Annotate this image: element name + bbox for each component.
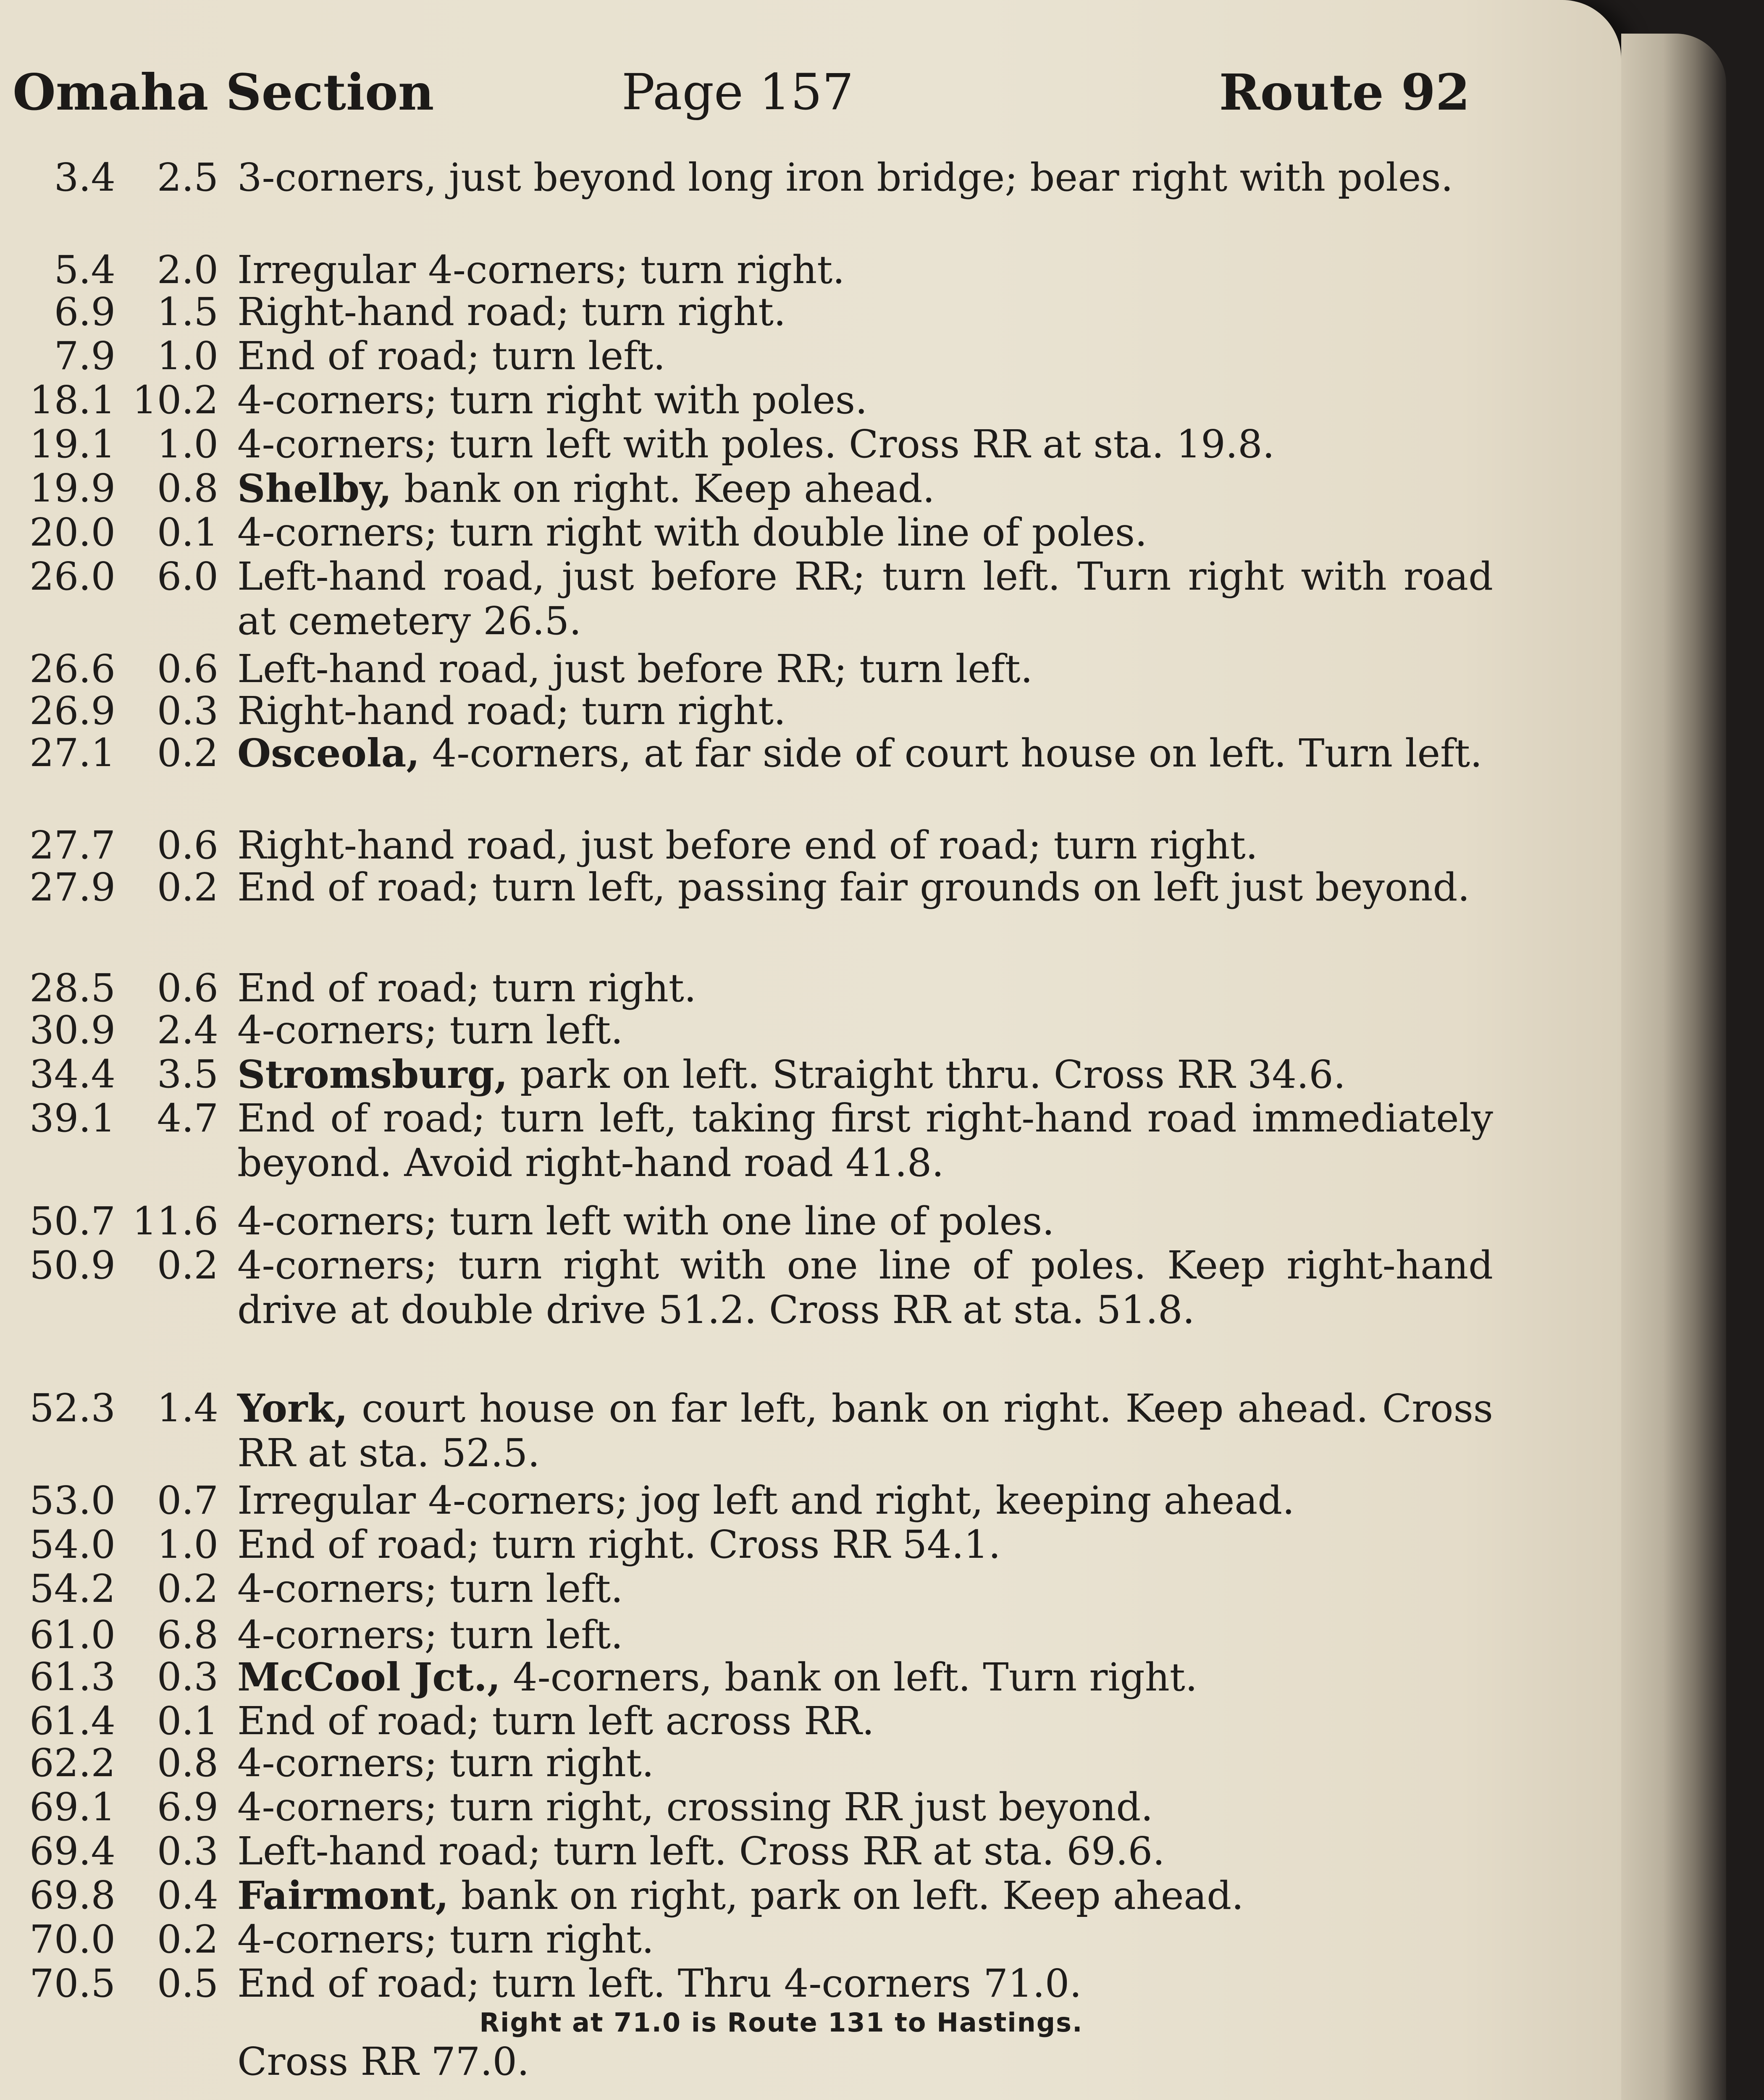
direction-instruction: End of road; turn left. [237, 333, 666, 378]
direction-text [237, 647, 1493, 691]
direction-text [237, 1873, 1493, 1918]
direction-text [237, 1699, 1493, 1743]
direction-text [237, 1917, 1493, 1962]
total-mileage: 39.1 [29, 1096, 116, 1141]
interval-mileage: 0.6 [157, 823, 218, 868]
direction-instruction: End of road; turn right. [237, 966, 697, 1011]
interval-mileage: 11.6 [132, 1199, 218, 1244]
direction-instruction: 4-corners; turn left with one line of poles. [237, 1199, 1055, 1244]
total-mileage: 27.7 [29, 823, 116, 868]
section-title: Omaha Section [13, 63, 434, 121]
direction-instruction: Right-hand road; turn right. [237, 688, 786, 733]
direction-instruction: End of road; turn left across RR. [237, 1698, 874, 1743]
interval-mileage: 0.5 [157, 1961, 218, 2006]
direction-text [237, 731, 1493, 776]
direction-text [237, 966, 1493, 1011]
direction-text [237, 334, 1493, 378]
direction-text [237, 554, 1493, 643]
interval-mileage: 0.6 [157, 646, 218, 691]
total-mileage: 27.1 [29, 730, 116, 775]
interval-mileage: 0.2 [157, 730, 218, 775]
direction-text [237, 1567, 1493, 1611]
total-mileage: 61.0 [29, 1612, 116, 1657]
interval-mileage: 0.2 [157, 1566, 218, 1611]
direction-text [237, 466, 1493, 511]
direction-text [237, 1478, 1493, 1523]
total-mileage: 34.4 [29, 1052, 116, 1097]
total-mileage: 69.4 [29, 1829, 116, 1874]
total-mileage: 26.6 [29, 646, 116, 691]
total-mileage: 18.1 [29, 378, 116, 423]
direction-instruction: 4-corners, bank on left. Turn right. [500, 1655, 1198, 1700]
interval-mileage: 3.5 [157, 1052, 218, 1097]
direction-text [237, 1655, 1493, 1700]
total-mileage: 54.0 [29, 1522, 116, 1567]
total-mileage: 19.1 [29, 422, 116, 467]
direction-instruction: 4-corners; turn right with double line of poles. [237, 510, 1147, 555]
direction-instruction: Right-hand road; turn right. [237, 289, 786, 334]
total-mileage: 70.0 [29, 1917, 116, 1962]
total-mileage: 69.8 [29, 1873, 116, 1918]
total-mileage: 69.1 [29, 1785, 116, 1830]
interval-mileage: 0.8 [157, 466, 218, 511]
interval-mileage: 2.4 [157, 1008, 218, 1053]
interval-mileage: 1.0 [157, 1522, 218, 1567]
page-number: Page 157 [622, 63, 854, 121]
interval-mileage: 0.8 [157, 1740, 218, 1785]
route-number: Route 92 [1219, 63, 1470, 121]
direction-text [237, 865, 1493, 910]
interval-mileage: 10.2 [132, 378, 218, 423]
direction-text [237, 248, 1493, 292]
total-mileage: 7.9 [54, 333, 116, 378]
direction-instruction: 4-corners; turn left. [237, 1612, 623, 1657]
interval-mileage: 0.2 [157, 865, 218, 910]
direction-text [237, 378, 1493, 423]
direction-instruction: 4-corners; turn right, crossing RR just beyond. [237, 1785, 1153, 1830]
direction-instruction: 4-corners; turn right with one line of poles. Keep right-hand drive at double drive 51.2. Cross RR at sta. 51.8. [237, 1243, 1493, 1332]
total-mileage: 5.4 [54, 247, 116, 292]
total-mileage: 19.9 [29, 466, 116, 511]
interval-mileage: 4.7 [157, 1096, 218, 1141]
direction-instruction: 3-corners, just beyond long iron bridge; bear right with poles. [237, 155, 1453, 200]
total-mileage: 20.0 [29, 510, 116, 555]
interval-mileage: 0.3 [157, 688, 218, 733]
interval-mileage: 0.3 [157, 1829, 218, 1874]
total-mileage: 70.5 [29, 1961, 116, 2006]
direction-instruction: 4-corners; turn right with poles. [237, 378, 868, 423]
interval-mileage: 1.5 [157, 289, 218, 334]
direction-instruction: 4-corners; turn left. [237, 1008, 623, 1053]
direction-instruction: End of road; turn left, taking first right-hand road immediately beyond. Avoid right-hand road 41.8. [237, 1096, 1493, 1185]
total-mileage: 61.3 [29, 1654, 116, 1699]
total-mileage: 3.4 [54, 155, 116, 200]
direction-text [237, 689, 1493, 733]
interval-mileage: 0.2 [157, 1917, 218, 1962]
interval-mileage: 0.1 [157, 1698, 218, 1743]
interval-mileage: 1.0 [157, 422, 218, 467]
direction-instruction: 4-corners; turn right. [237, 1740, 654, 1785]
town-name: York, [237, 1386, 348, 1431]
direction-text [237, 1741, 1493, 1785]
direction-text [237, 422, 1493, 467]
direction-text [237, 1199, 1493, 1244]
interval-mileage: 0.4 [157, 1873, 218, 1918]
direction-instruction: Left-hand road; turn left. Cross RR at sta. 69.6. [237, 1829, 1165, 1874]
direction-instruction: Left-hand road, just before RR; turn left. Turn right with road at cemetery 26.5. [237, 554, 1493, 643]
total-mileage: 62.2 [29, 1740, 116, 1785]
direction-continuation: Cross RR 77.0. [237, 2039, 530, 2084]
total-mileage: 52.3 [29, 1386, 116, 1431]
interval-mileage: 2.5 [157, 155, 218, 200]
total-mileage: 61.4 [29, 1698, 116, 1743]
direction-text [237, 1785, 1493, 1830]
direction-text [237, 1008, 1493, 1053]
direction-instruction: bank on right, park on left. Keep ahead. [449, 1873, 1244, 1918]
direction-instruction: 4-corners; turn right. [237, 1917, 654, 1962]
interval-mileage: 6.0 [157, 554, 218, 599]
total-mileage: 26.0 [29, 554, 116, 599]
interval-mileage: 0.3 [157, 1654, 218, 1699]
direction-text [237, 1522, 1493, 1567]
direction-text [237, 823, 1493, 868]
interval-mileage: 1.4 [157, 1386, 218, 1431]
direction-text [237, 1052, 1493, 1097]
total-mileage: 50.7 [29, 1199, 116, 1244]
interval-mileage: 0.2 [157, 1243, 218, 1288]
total-mileage: 6.9 [54, 289, 116, 334]
direction-text [237, 510, 1493, 555]
direction-instruction: Right-hand road, just before end of road; turn right. [237, 823, 1258, 868]
direction-instruction: bank on right. Keep ahead. [391, 466, 935, 511]
direction-text [237, 1386, 1493, 1475]
direction-text [237, 1613, 1493, 1657]
total-mileage: 30.9 [29, 1008, 116, 1053]
town-name: Fairmont, [237, 1873, 449, 1918]
direction-text [237, 155, 1493, 200]
town-name: Osceola, [237, 730, 420, 776]
total-mileage: 26.9 [29, 688, 116, 733]
interval-mileage: 0.7 [157, 1478, 218, 1523]
town-name: Shelby, [237, 466, 392, 511]
direction-instruction: court house on far left, bank on right. Keep ahead. Cross RR at sta. 52.5. [237, 1386, 1493, 1475]
direction-instruction: 4-corners, at far side of court house on left. Turn left. [420, 731, 1483, 776]
direction-text [237, 1829, 1493, 1874]
direction-instruction: Irregular 4-corners; jog left and right, keeping ahead. [237, 1478, 1295, 1523]
interval-mileage: 6.8 [157, 1612, 218, 1657]
direction-text [237, 1096, 1493, 1185]
direction-instruction: End of road; turn right. Cross RR 54.1. [237, 1522, 1001, 1567]
total-mileage: 28.5 [29, 966, 116, 1011]
route-note: Right at 71.0 is Route 131 to Hastings. [479, 2007, 1083, 2038]
direction-instruction: End of road; turn left, passing fair grounds on left just beyond. [237, 865, 1470, 910]
direction-instruction: End of road; turn left. Thru 4-corners 71.0. [237, 1961, 1082, 2006]
total-mileage: 27.9 [29, 865, 116, 910]
book-edge [1621, 34, 1726, 2100]
town-name: McCool Jct., [237, 1654, 501, 1700]
interval-mileage: 6.9 [157, 1785, 218, 1830]
interval-mileage: 0.1 [157, 510, 218, 555]
direction-instruction: Irregular 4-corners; turn right. [237, 247, 845, 292]
direction-text [237, 1243, 1493, 1332]
total-mileage: 50.9 [29, 1243, 116, 1288]
total-mileage: 53.0 [29, 1478, 116, 1523]
direction-instruction: 4-corners; turn left. [237, 1566, 623, 1611]
total-mileage: 54.2 [29, 1566, 116, 1611]
town-name: Stromsburg, [237, 1052, 508, 1097]
direction-instruction: 4-corners; turn left with poles. Cross RR at sta. 19.8. [237, 422, 1275, 467]
direction-instruction: Left-hand road, just before RR; turn left. [237, 646, 1033, 691]
interval-mileage: 0.6 [157, 966, 218, 1011]
direction-text [237, 290, 1493, 334]
direction-text [237, 1961, 1493, 2084]
interval-mileage: 1.0 [157, 333, 218, 378]
direction-instruction: park on left. Straight thru. Cross RR 34.6. [507, 1052, 1346, 1097]
interval-mileage: 2.0 [157, 247, 218, 292]
